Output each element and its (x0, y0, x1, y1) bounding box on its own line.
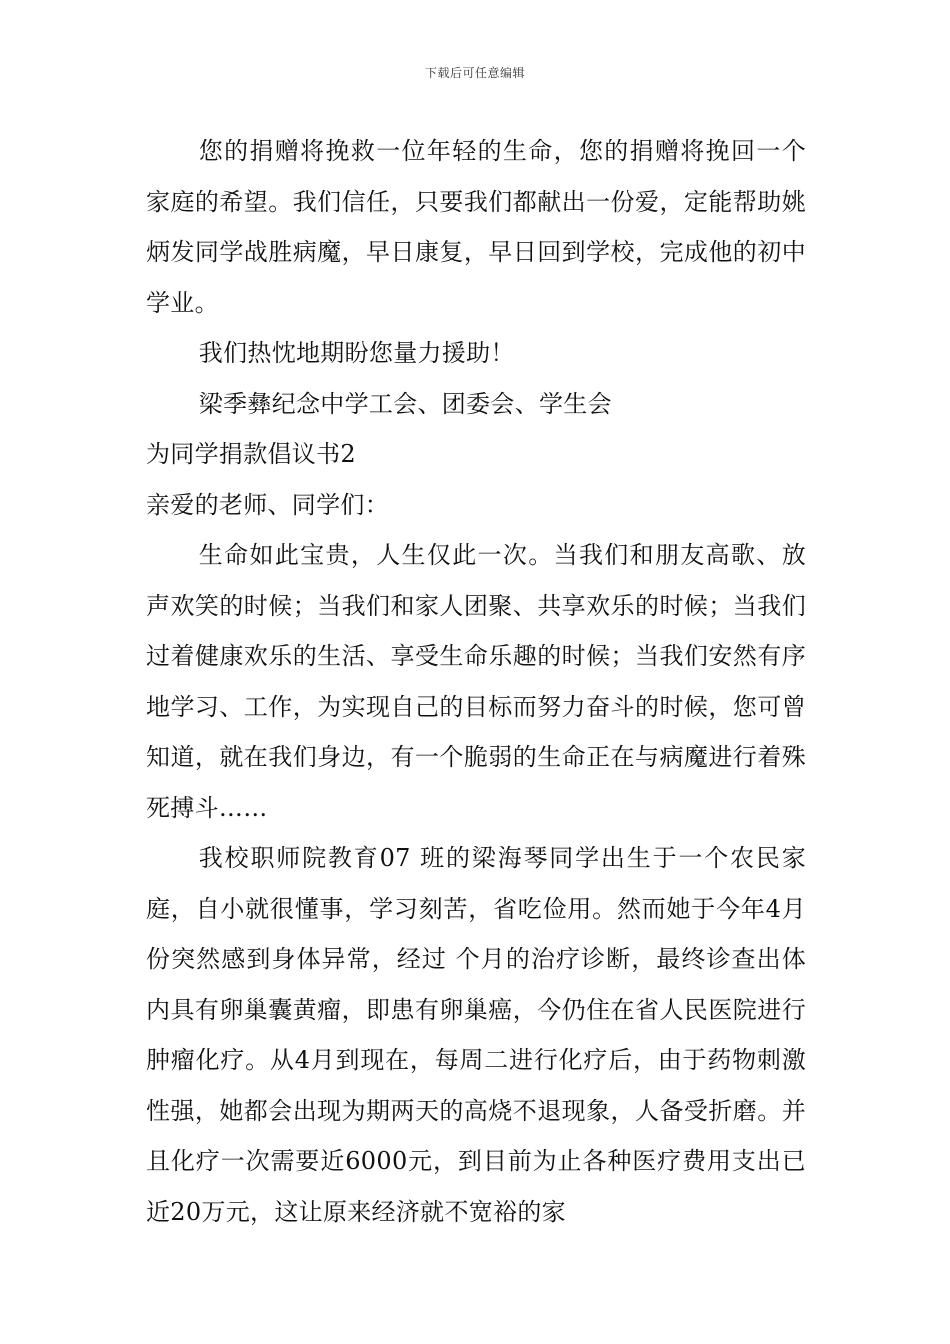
paragraph-hope: 我们热忱地期盼您量力援助！ (198, 339, 515, 367)
page-header: 下载后可任意编辑 (424, 66, 525, 80)
document-body (146, 126, 806, 1237)
paragraph-student-story: 我校职师院教育07 班的梁海琴同学出生于一个农民家庭，自小就很懂事，学习刻苦，省吃俭用。然而她于今年4月份突然感到身体异常，经过 个月的治疗诊断，最终诊查出体内具有卵巢囊黄瘤，即患有卵巢癌，今仍住在省人民医院进行肿瘤化疗。从4月到现在，每周二进行化疗后，由于药物刺激性强，她都会出现为期两天的高烧不退现象，人备受折磨。并且化疗一次需要近6000元，到目前为止各种医疗费用支出已近20万元，这让原来经济就不宽裕的家 (146, 844, 806, 1226)
paragraph-donation-appeal: 您的捐赠将挽救一位年轻的生命，您的捐赠将挽回一个家庭的希望。我们信任，只要我们都献出一份爱，定能帮助姚炳发同学战胜病魔，早日康复，早日回到学校，完成他的初中学业。 (146, 137, 806, 317)
paragraph-life-precious: 生命如此宝贵，人生仅此一次。当我们和朋友高歌、放声欢笑的时候；当我们和家人团聚、共享欢乐的时候；当我们过着健康欢乐的生活、享受生命乐趣的时候；当我们安然有序地学习、工作，为实现自己的目标而努力奋斗的时候，您可曾知道，就在我们身边，有一个脆弱的生命正在与病魔进行着殊死搏斗…… (146, 541, 806, 822)
section-title: 为同学捐款倡议书2 (146, 440, 356, 468)
salutation: 亲爱的老师、同学们： (146, 490, 389, 519)
paragraph-signature: 梁季彝纪念中学工会、团委会、学生会 (198, 389, 612, 418)
